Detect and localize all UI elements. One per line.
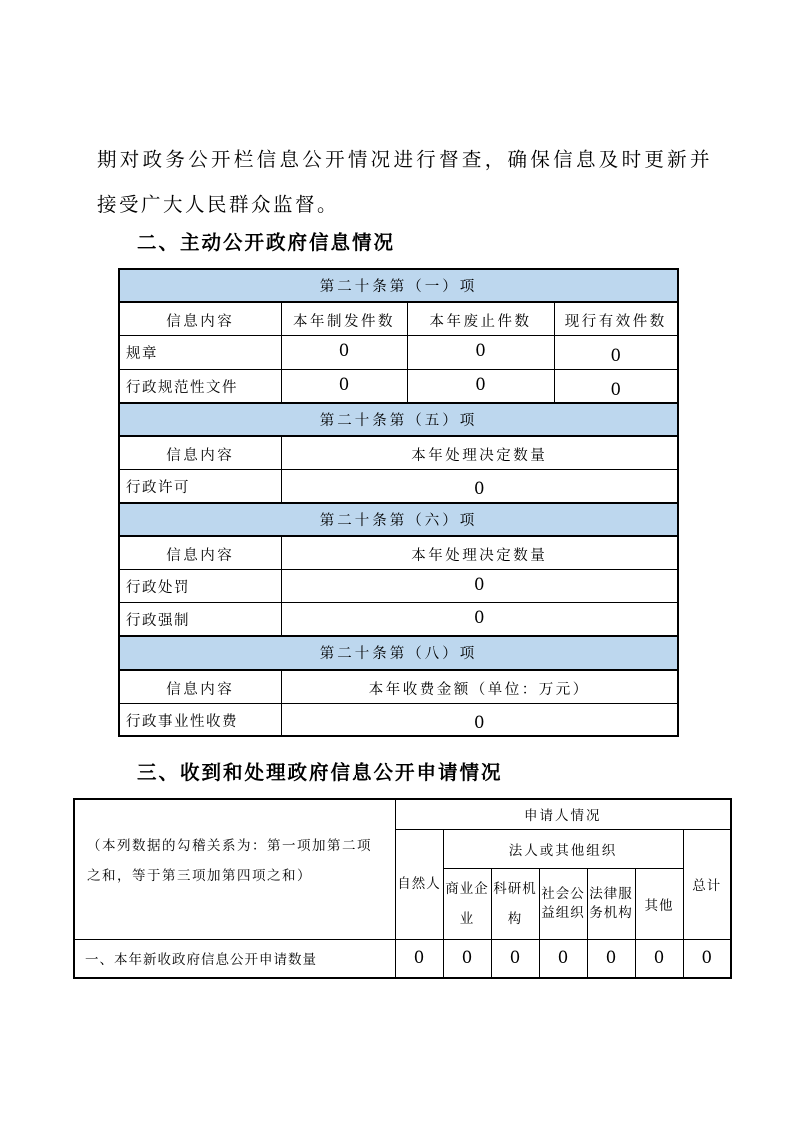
t2-col-legal-service: 法律服务机构 — [587, 868, 635, 939]
body-paragraph: 期对政务公开栏信息公开情况进行督查，确保信息及时更新并接受广大人民群众监督。 — [97, 148, 712, 216]
t1-col-header: 本年处理决定数量 — [281, 536, 678, 569]
t1-banner-1: 第二十条第（一）项 — [119, 269, 678, 302]
t1-header-row-2 — [119, 436, 678, 469]
t1-banner-3: 第二十条第（六）项 — [119, 503, 678, 536]
t2-col-other: 其他 — [635, 868, 683, 939]
t1-col-header: 信息内容 — [119, 436, 281, 469]
t1-header-row-4 — [119, 670, 678, 703]
t2-cell-value: 0 — [395, 939, 443, 978]
t2-cell-value: 0 — [539, 939, 587, 978]
t2-cell-value: 0 — [491, 939, 539, 978]
t2-cell-value: 0 — [635, 939, 683, 978]
t1-banner-2: 第二十条第（五）项 — [119, 403, 678, 436]
t1-cell-value: 0 — [554, 336, 678, 369]
t1-row-label: 行政规范性文件 — [119, 369, 281, 402]
t1-col-header: 信息内容 — [119, 536, 281, 569]
t1-row-label: 行政处罚 — [119, 570, 281, 603]
t1-row-label: 行政强制 — [119, 603, 281, 636]
t1-cell-value: 0 — [281, 570, 678, 603]
t2-cell-value: 0 — [683, 939, 731, 978]
t2-note-cell: （本列数据的勾稽关系为：第一项加第二项之和，等于第三项加第四项之和） — [74, 799, 395, 939]
t2-row-label: 一、本年新收政府信息公开申请数量 — [74, 939, 395, 978]
t1-col-header: 信息内容 — [119, 302, 281, 335]
table-row — [119, 703, 678, 736]
t1-col-header: 现行有效件数 — [554, 302, 678, 335]
t1-col-header: 本年收费金额（单位：万元） — [281, 670, 678, 703]
t1-banner-row-1 — [119, 269, 678, 302]
table-row — [74, 939, 731, 978]
table-row — [119, 336, 678, 369]
t1-row-label: 行政事业性收费 — [119, 703, 281, 736]
t1-header-row-1 — [119, 302, 678, 335]
t1-cell-value: 0 — [554, 369, 678, 402]
t2-applicant-header: 申请人情况 — [395, 799, 731, 829]
t1-row-label: 规章 — [119, 336, 281, 369]
table-row — [119, 369, 678, 402]
table-row — [119, 570, 678, 603]
t2-cell-value: 0 — [443, 939, 491, 978]
t1-col-header: 信息内容 — [119, 670, 281, 703]
t1-cell-value: 0 — [281, 703, 678, 736]
t1-cell-value: 0 — [281, 336, 407, 369]
t1-banner-row-2 — [119, 403, 678, 436]
t2-group-legal-entities: 法人或其他组织 — [443, 829, 683, 868]
t1-cell-value: 0 — [281, 469, 678, 502]
t1-header-row-3 — [119, 536, 678, 569]
table-row — [119, 603, 678, 636]
t1-banner-row-4 — [119, 636, 678, 669]
t2-col-commercial: 商业企业 — [443, 868, 491, 939]
t1-cell-value: 0 — [407, 369, 554, 402]
section-heading-2: 二、主动公开政府信息情况 — [137, 231, 396, 254]
table-proactive-disclosure — [118, 268, 679, 737]
t2-col-natural-person: 自然人 — [395, 829, 443, 939]
t1-banner-4: 第二十条第（八）项 — [119, 636, 678, 669]
t1-col-header: 本年处理决定数量 — [281, 436, 678, 469]
t1-col-header: 本年制发件数 — [281, 302, 407, 335]
t2-col-public-welfare: 社会公益组织 — [539, 868, 587, 939]
t2-header-row-1 — [74, 799, 731, 829]
table-row — [119, 469, 678, 502]
t2-col-total: 总计 — [683, 829, 731, 939]
t1-banner-row-3 — [119, 503, 678, 536]
t1-row-label: 行政许可 — [119, 469, 281, 502]
t1-cell-value: 0 — [281, 603, 678, 636]
section-heading-3: 三、收到和处理政府信息公开申请情况 — [137, 761, 503, 784]
t2-col-research: 科研机构 — [491, 868, 539, 939]
table-application-requests — [73, 798, 732, 979]
t1-cell-value: 0 — [407, 336, 554, 369]
t2-cell-value: 0 — [587, 939, 635, 978]
t1-col-header: 本年废止件数 — [407, 302, 554, 335]
t1-cell-value: 0 — [281, 369, 407, 402]
